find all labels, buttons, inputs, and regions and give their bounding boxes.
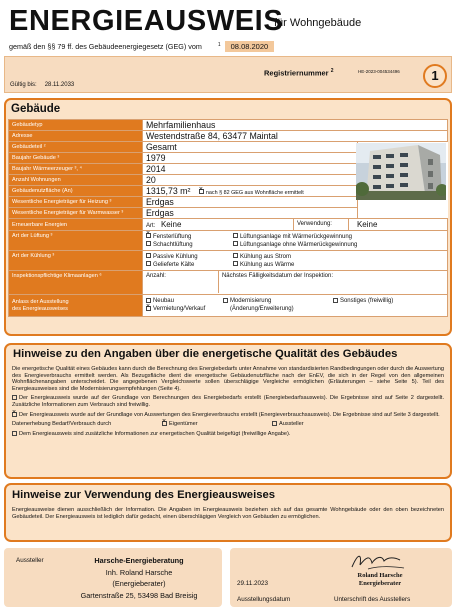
- issue-date: 29.11.2023: [237, 580, 269, 587]
- table-row: Baujahr Wärmeerzeuger ³, ⁴ 2014: [9, 164, 448, 175]
- table-row: Erneuerbare Energien Art: Keine Verwendung: Keine: [9, 219, 448, 231]
- table-row: Wesentliche Energieträger für Warmwasser ³ Erdgas: [9, 208, 448, 219]
- checkbox-icon[interactable]: [12, 395, 17, 400]
- gebaeude-title: Gebäude: [11, 103, 61, 115]
- table-row: Anzahl Wohnungen 20: [9, 175, 448, 186]
- hinweise-verwendung-body: Energieausweise dienen ausschließlich der Information. Die Angaben im Energieausweis beziehen sich auf das gesamte Wohngebäude oder den oben bezeichneten Gebäudeteil. Der Energieausweis ist lediglich dafür gedacht, einen überschlägigen Vergleich von Gebäuden zu ermöglichen.: [12, 507, 444, 520]
- hinweise-qualitaet-title: Hinweise zu den Angaben über die energetische Qualität des Gebäudes: [13, 348, 398, 360]
- law-text: gemäß den §§ 79 ff. des Gebäudeenergiegesetz (GEG) vom: [9, 42, 202, 51]
- table-row: Wesentliche Energieträger für Heizung ³ Erdgas: [9, 197, 448, 208]
- table-row: Art der Lüftung ³ × Fensterlüftung Lüftungsanlage mit Wärmerückgewinnung Schachtlüftung Lüftungsanlage ohne Wärmerückgewinnung: [9, 231, 448, 251]
- checkbox-icon[interactable]: [162, 421, 167, 426]
- table-row: Anlass der Ausstellung des Energieausweises Neubau Modernisierung Sonstiges (freiwillig) ×Vermietung/Verkauf (Änderung/Erweiterung): [9, 295, 448, 317]
- stamp: Roland Harsche Energieberater: [357, 572, 403, 587]
- aussteller-box: [4, 548, 222, 607]
- checkbox-icon[interactable]: [233, 261, 238, 266]
- aussteller-address: Harsche-Energieberatung Inh. Roland Harsche (Energieberater) Gartenstraße 25, 53498 Bad Breisig: [80, 556, 198, 600]
- signature-label: Unterschrift des Ausstellers: [334, 596, 411, 603]
- signature-graphic: [348, 551, 408, 573]
- building-photo: [356, 143, 446, 200]
- checkbox-icon[interactable]: [12, 431, 17, 436]
- table-row: Inspektionspflichtige Klimaanlagen ⁶ Anzahl: Nächstes Fälligkeitsdatum der Inspektion:: [9, 271, 448, 295]
- page-number-badge: 1: [423, 64, 447, 88]
- document-title: ENERGIEAUSWEIS: [9, 5, 284, 37]
- aussteller-label: Aussteller: [16, 557, 44, 564]
- law-date: 08.08.2020: [225, 41, 275, 52]
- valid-until: Gültig bis: 28.11.2033: [10, 82, 75, 88]
- checkbox-icon[interactable]: [199, 189, 204, 194]
- registration-label: Registriernummer $^2$: [264, 68, 334, 78]
- checkbox-icon[interactable]: [223, 298, 228, 303]
- checkbox-icon[interactable]: [146, 241, 151, 246]
- checkbox-icon[interactable]: [333, 298, 338, 303]
- table-row: Baujahr Gebäude ³ 1979: [9, 153, 448, 164]
- checkbox-icon[interactable]: [146, 253, 151, 258]
- law-footnote: 1: [217, 41, 221, 48]
- checkbox-icon[interactable]: [272, 421, 277, 426]
- hinweise-verwendung-title: Hinweise zur Verwendung des Energieausweises: [12, 489, 276, 501]
- table-row: Gebäudetyp Mehrfamilienhaus: [9, 120, 448, 131]
- checkbox-icon[interactable]: [12, 412, 17, 417]
- hinweise-qualitaet-body: Die energetische Qualität eines Gebäudes kann durch die Berechnung des Energiebedarfs unter Annahme von standardisierten Randbedingungen oder durch die Auswertung des Energieverbrauchs ermittelt werden. Als Bezugsfläche dient die energetische Gebäudenutzfläche nach der EnEV, die sich in der Regel von den allgemeinen Wohnflächenangaben unterscheidet. Die angegebenen Vergleichswerte sollen überschlägige Vergleiche ermöglichen (Erläuterungen – siehe Seite 5). Teil des Energieausweises sind die Modernisierungsempfehlungen (Seite 4). Der Energieausweis wurde auf der Grundlage von Berechnungen des Energiebedarfs erstellt (Energiebedarfsausweis). Die Ergebnisse sind auf Seite 2 dargestellt. Zusätzliche Informationen zum Verbrauch sind freiwillig. ×Der Energieausweis wurde auf der Grundlage von Auswertungen des Energieverbrauchs erstellt (Energieverbrauchsausweis). Die Ergebnisse sind auf Seite 3 dargestellt. Datenerhebung Bedarf/Verbrauch durch × Eigentümer Aussteller Dem Energieausweis sind zusätzliche Informationen zur energetischen Qualität beigefügt (freiwillige Angabe).: [12, 366, 444, 440]
- checkbox-icon[interactable]: [233, 253, 238, 258]
- table-row: Gebäudenutzfläche (An) 1315,73 m² × nach § 82 GEG aus Wohnfläche ermittelt: [9, 186, 448, 197]
- checkbox-icon[interactable]: [146, 261, 151, 266]
- table-row: Adresse Westendstraße 84, 63477 Maintal: [9, 131, 448, 142]
- law-reference: [9, 41, 274, 52]
- signature-box: [230, 548, 452, 607]
- table-row: Gebäudeteil ² Gesamt: [9, 142, 448, 153]
- table-row: Art der Kühlung ³ Passive Kühlung Kühlung aus Strom Gelieferte Kälte Kühlung aus Wärme: [9, 251, 448, 271]
- checkbox-icon[interactable]: [146, 233, 151, 238]
- document-subtitle: für Wohngebäude: [274, 17, 362, 29]
- registration-number: HE-2023-004534496: [358, 69, 400, 74]
- checkbox-icon[interactable]: [146, 306, 151, 311]
- checkbox-icon[interactable]: [233, 241, 238, 246]
- checkbox-icon[interactable]: [233, 233, 238, 238]
- issue-date-label: Ausstellungsdatum: [237, 596, 291, 603]
